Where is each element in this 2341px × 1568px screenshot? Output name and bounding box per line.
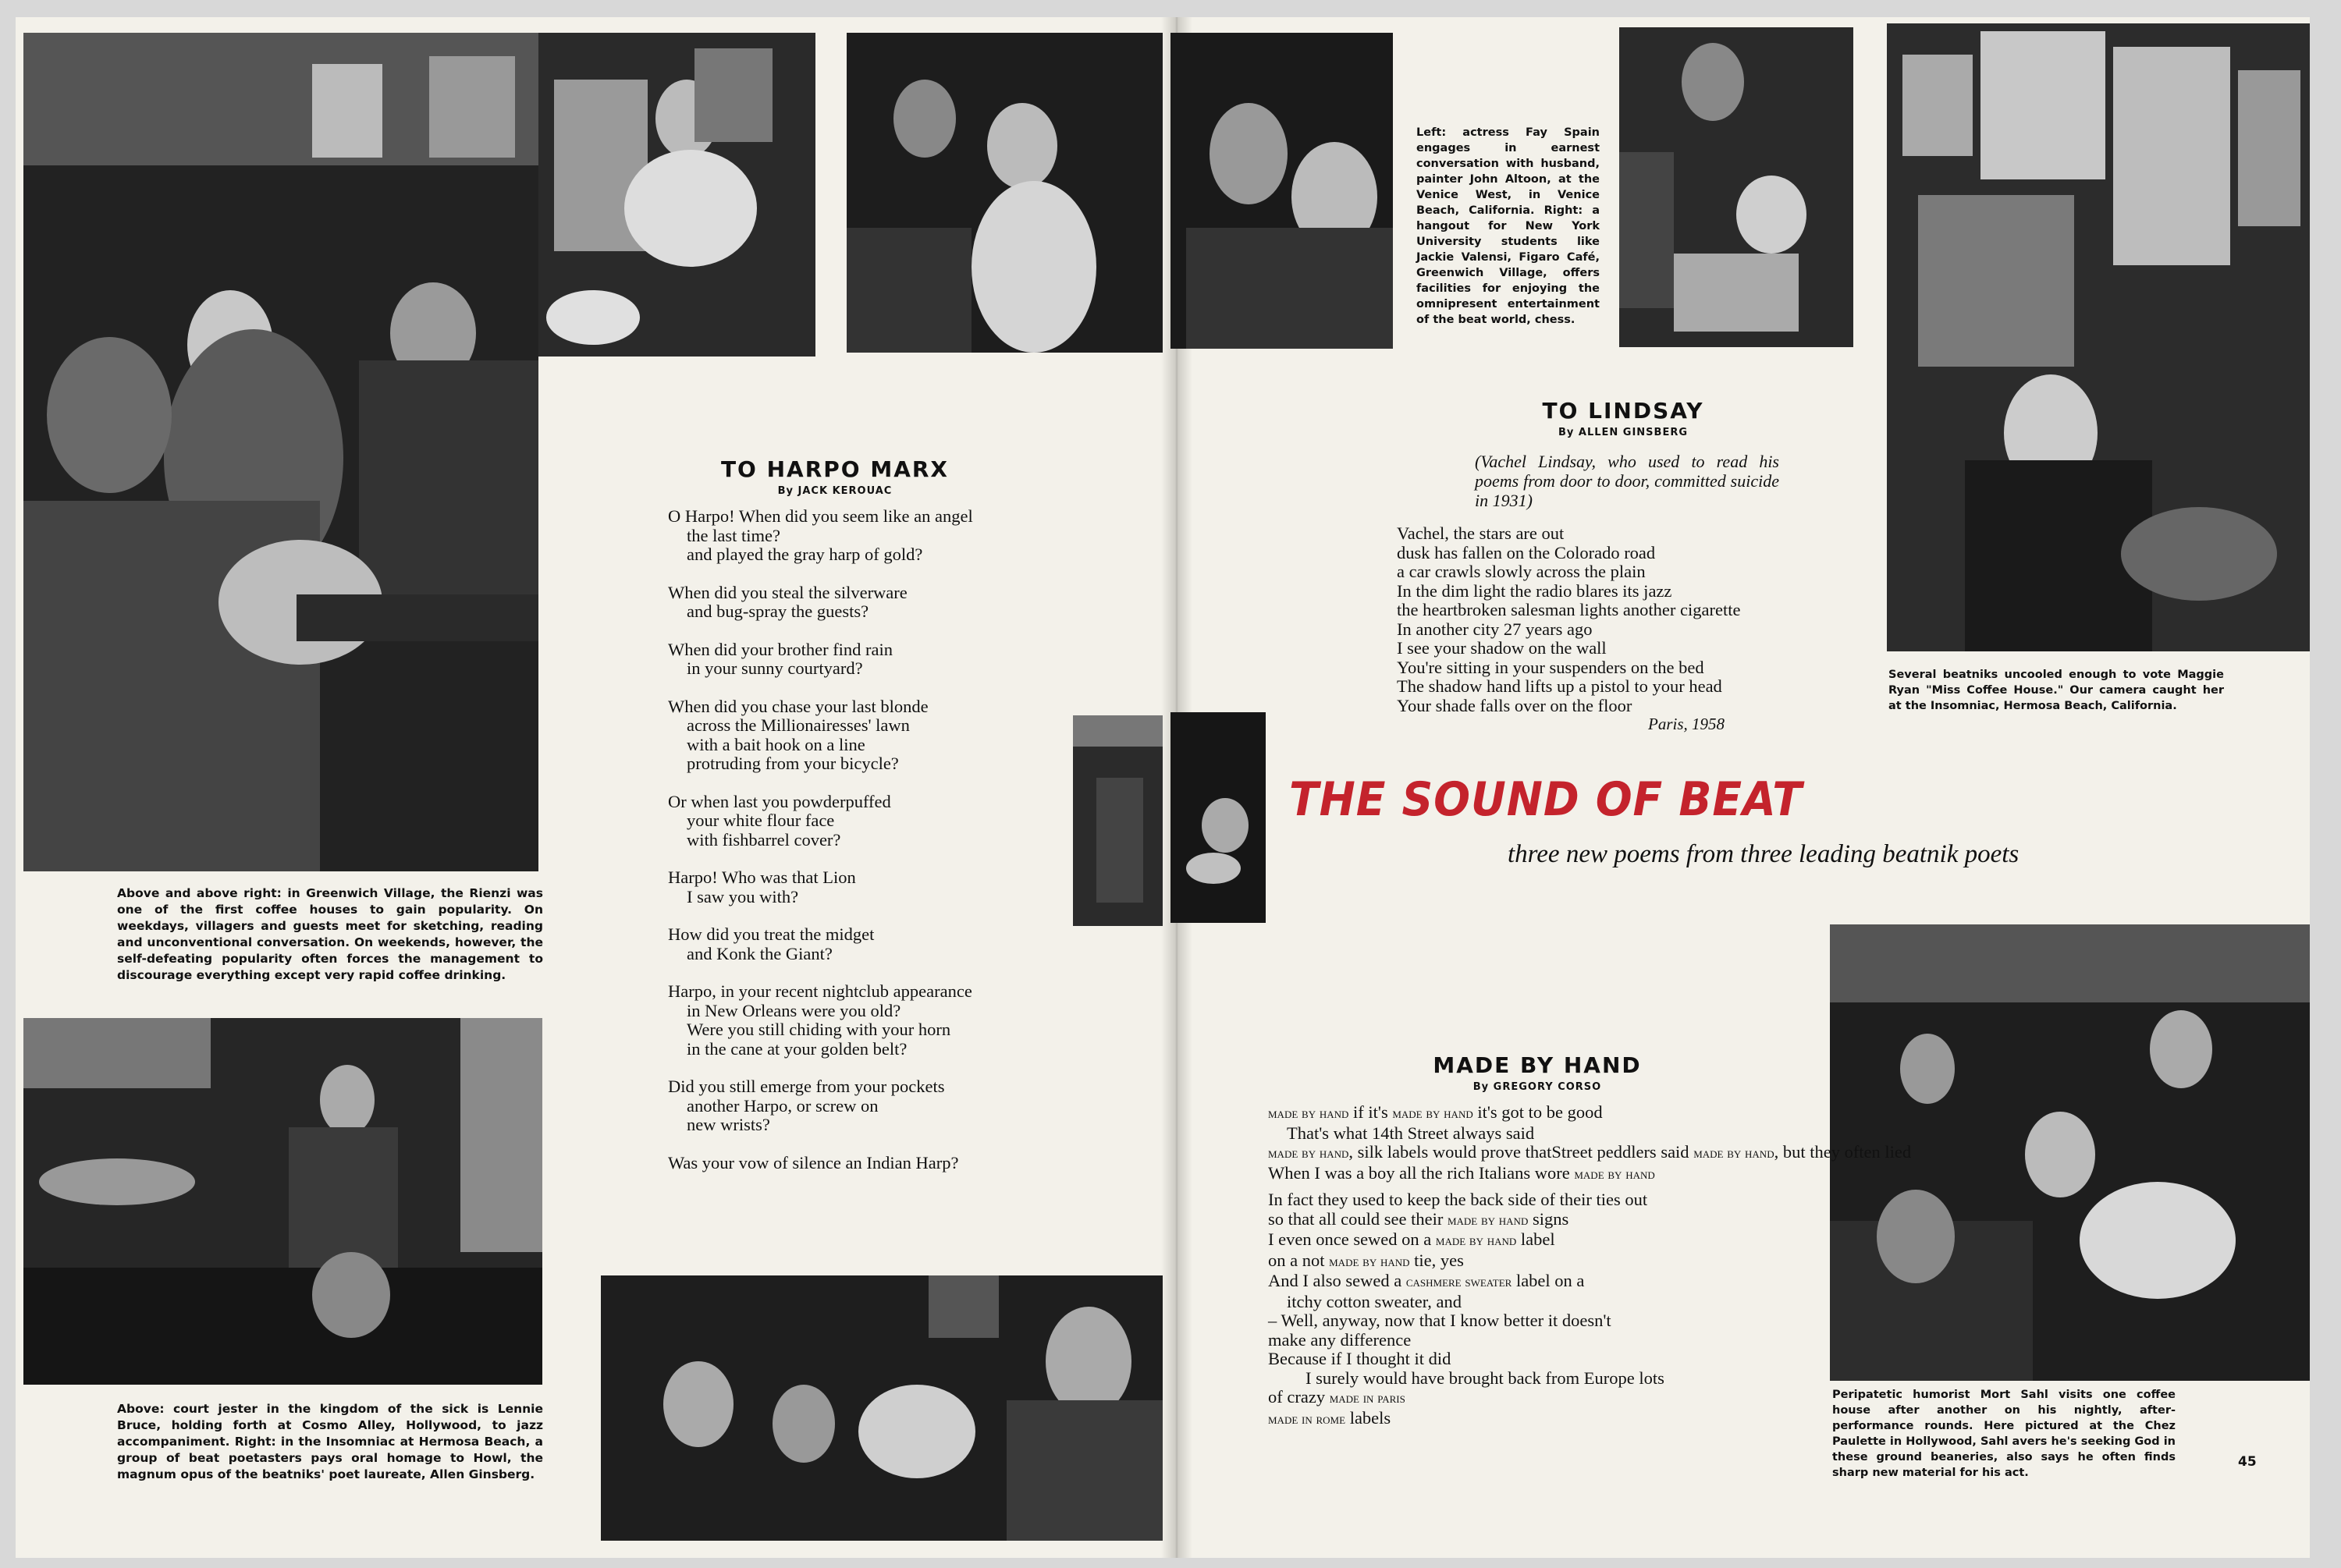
poem-line [1268, 1350, 1814, 1369]
poem-line: and Konk the Giant? [687, 943, 833, 963]
poem-line: I saw you with? [687, 886, 799, 906]
caption-rienzi: Above and above right: in Greenwich Village, the Rienzi was one of the first coffee houses to gain popularity. On weekdays, villagers and guests meet for sketching, reading and unconventional conversation. On weekends, however, the self-defeating popularity often forces the management to discourage everything except very rapid coffee drinking. [117, 886, 543, 982]
poem-fragment: tie, yes [1409, 1250, 1464, 1270]
stanza-break [668, 679, 1074, 697]
poem-fragment: labels [1345, 1407, 1391, 1428]
small-caps-phrase: made by hand [1329, 1253, 1410, 1270]
poem-line: In another city 27 years ago [1397, 619, 1593, 639]
photo-center-strip-left [1073, 715, 1163, 926]
poem-line: Or when last you powderpuffed [668, 791, 891, 811]
poem-line [1268, 1210, 1814, 1231]
poem-line: across the Millionairesses' lawn [687, 715, 910, 735]
poem-line [1268, 1230, 1814, 1251]
poem-fragment: When I was a boy all the rich Italians wore [1268, 1162, 1575, 1183]
caption-mort-sahl: Peripatetic humorist Mort Sahl visits one coffee house after another on his nightly, after-performance rounds. Here pictured at the Chez Paulette in Hollywood, Sahl avers he's seeking God in these ground beaneries, also says he often finds sharp new material for his act. [1832, 1389, 2176, 1479]
poem-line: Was your vow of silence an Indian Harp? [668, 1152, 959, 1172]
poem-text-made-by-hand [1268, 1102, 1912, 1429]
stanza-break [668, 565, 1074, 584]
poem-line: new wrists? [687, 1115, 770, 1134]
poem-fragment: Because if I thought it did [1268, 1349, 1451, 1368]
poem-line [1268, 1369, 1814, 1389]
poem-fragment: make any difference [1268, 1329, 1412, 1350]
poem-fragment: of crazy [1268, 1387, 1330, 1407]
poem-line: When did your brother find rain [668, 639, 893, 659]
photo-insomniac-howl [601, 1275, 1163, 1541]
article-subhead: three new poems from three leading beatnik poets [1508, 840, 2020, 868]
poem-fragment: In fact they used to keep the back side of their ties out [1268, 1190, 1648, 1209]
photo-espresso-bar [538, 33, 815, 357]
stanza-break [668, 850, 1074, 868]
poem-line [1268, 1124, 1814, 1144]
poem-line: in New Orleans were you old? [687, 1000, 901, 1020]
photo-venice-west [1170, 33, 1393, 349]
poem-line: You're sitting in your suspenders on the bed [1397, 657, 1704, 677]
article-headline: THE SOUND OF BEAT [1289, 772, 1803, 827]
poem-line: with a bait hook on a line [687, 734, 865, 754]
photo-figaro-chess [1619, 27, 1853, 347]
poem-text-lindsay [1397, 524, 1834, 715]
poem-line: When did you chase your last blonde [668, 696, 929, 716]
poem-fragment: Street peddlers said [1551, 1142, 1694, 1162]
poem-line: Your shade falls over on the floor [1397, 695, 1632, 715]
photo-rienzi-cafe [23, 33, 538, 871]
photo-couple-cafe [847, 33, 1163, 353]
poem-note-lindsay: (Vachel Lindsay, who used to read his poems from door to door, committed suicide in 1931) [1475, 452, 1779, 510]
poem-fragment: it's got to be good [1472, 1102, 1603, 1122]
poem-fragment: so that all could see their [1268, 1208, 1448, 1229]
poem-line: When did you steal the silverware [668, 582, 908, 602]
poem-line [1268, 1103, 1814, 1124]
poem-line [1268, 1190, 1814, 1210]
poem-line: O Harpo! When did you seem like an angel [668, 506, 973, 526]
poem-fragment: on a not [1268, 1250, 1330, 1270]
poem-fragment: if it's [1348, 1102, 1393, 1122]
poem-line: in your sunny courtyard? [687, 658, 863, 678]
poem-title-harpo: TO HARPO MARX [720, 456, 950, 482]
poem-fragment: label [1516, 1229, 1555, 1249]
small-caps-phrase: made by hand [1447, 1211, 1529, 1229]
small-caps-phrase: made by hand [1574, 1165, 1655, 1183]
caption-cosmo-alley: Above: court jester in the kingdom of the sick is Lennie Bruce, holding forth at Cosmo Alley, Hollywood, to jazz accompaniment. Right: in the Insomniac at Hermosa Beach, a group of beat poetasters pays oral homage to Howl, the magnum opus of the beatniks' poet laureate, Allen Ginsberg. [117, 1402, 543, 1481]
poem-line: the last time? [687, 525, 780, 545]
poem-line: Did you still emerge from your pockets [668, 1077, 945, 1096]
poem-line: and played the gray harp of gold? [687, 545, 923, 564]
poem-title-made-by-hand: MADE BY HAND [1433, 1052, 1642, 1078]
poem-line [1268, 1142, 1912, 1164]
poem-line: another Harpo, or screw on [687, 1095, 879, 1116]
poem-line [1268, 1388, 1814, 1409]
poem-line: the heartbroken salesman lights another cigarette [1397, 600, 1741, 619]
stanza-break [668, 622, 1074, 640]
poem-fragment: I surely would have brought back from Europe lots [1305, 1368, 1664, 1388]
poem-line: Harpo! Who was that Lion [668, 867, 856, 887]
poem-line: your white flour face [687, 811, 835, 830]
poem-line: protruding from your bicycle? [687, 754, 899, 773]
poem-title-lindsay: TO LINDSAY [1542, 398, 1704, 424]
caption-fay-spain: Left: actress Fay Spain engages in earnest conversation with husband, painter John Altoon, at the Venice West, in Venice Beach, California. Right: a hangout for New York University students like Jackie Valensi, Figaro Café, Greenwich Village, offers facilities for enjoying the omnipresent entertainment of the beat world, chess. [1416, 126, 1600, 326]
small-caps-phrase: made by hand [1268, 1145, 1349, 1162]
poem-fragment: label on a [1512, 1271, 1585, 1290]
small-caps-phrase: made by hand [1693, 1145, 1774, 1162]
poem-fragment: , but they often lied [1774, 1142, 1912, 1162]
poem-fragment: – Well, anyway, now that I know better it doesn't [1268, 1311, 1611, 1330]
poem-line [1268, 1311, 1814, 1331]
poem-line: Harpo, in your recent nightclub appearance [668, 981, 972, 1001]
poem-line [1268, 1272, 1814, 1293]
small-caps-phrase: made in rome [1268, 1410, 1346, 1428]
poem-text-harpo [668, 507, 1074, 1172]
poem-fragment: itchy cotton sweater, and [1287, 1291, 1462, 1311]
poem-line: in the cane at your golden belt? [687, 1038, 908, 1059]
poem-line [1268, 1409, 1814, 1430]
poem-line: How did you treat the midget [668, 924, 875, 944]
poem-byline-ginsberg: By ALLEN GINSBERG [1558, 427, 1689, 438]
poem-line: with fishbarrel cover? [687, 829, 841, 850]
photo-cosmo-alley [23, 1018, 542, 1385]
poem-line [1268, 1331, 1814, 1350]
poem-line: dusk has fallen on the Colorado road [1397, 542, 1656, 562]
poem-fragment: I even once sewed on a [1268, 1229, 1436, 1249]
small-caps-phrase: made by hand [1392, 1105, 1473, 1122]
small-caps-phrase: made by hand [1435, 1233, 1517, 1249]
poem-line [1268, 1293, 1814, 1312]
photo-maggie-ryan [1887, 23, 2310, 651]
poem-line: a car crawls slowly across the plain [1397, 562, 1646, 581]
poem-line: In the dim light the radio blares its jazz [1397, 580, 1672, 601]
poem-line: Were you still chiding with your horn [687, 1020, 951, 1039]
small-caps-phrase: cashmere sweater [1405, 1274, 1512, 1290]
stanza-break [668, 1059, 1074, 1077]
stanza-break [668, 774, 1074, 793]
poem-line [1268, 1251, 1814, 1272]
poem-line: Vachel, the stars are out [1397, 523, 1565, 543]
poem-line: The shadow hand lifts up a pistol to your head [1397, 676, 1722, 696]
stanza-break [668, 1135, 1074, 1154]
poem-fragment: And I also sewed a [1268, 1271, 1406, 1290]
poem-line [1268, 1164, 1814, 1185]
photo-center-strip-right [1170, 712, 1266, 923]
poem-byline-corso: By GREGORY CORSO [1472, 1081, 1602, 1093]
poem-fragment: That's what 14th Street always said [1287, 1123, 1535, 1143]
stanza-break [668, 963, 1074, 982]
poem-line: I see your shadow on the wall [1397, 638, 1607, 658]
stanza-break [668, 906, 1074, 925]
poem-fragment: signs [1528, 1208, 1569, 1229]
poem-fragment: , silk labels would prove that [1348, 1142, 1552, 1162]
small-caps-phrase: made by hand [1268, 1105, 1349, 1122]
page-number: 45 [2238, 1454, 2257, 1470]
poem-line: and bug-spray the guests? [687, 601, 869, 621]
caption-maggie-ryan: Several beatniks uncooled enough to vote Maggie Ryan "Miss Coffee House." Our camera caught her at the Insomniac, Hermosa Beach, California. [1888, 669, 2224, 712]
poem-byline-kerouac: By JACK KEROUAC [777, 485, 893, 497]
small-caps-phrase: made in paris [1329, 1390, 1405, 1407]
poem-place-date: Paris, 1958 [1648, 715, 1725, 733]
